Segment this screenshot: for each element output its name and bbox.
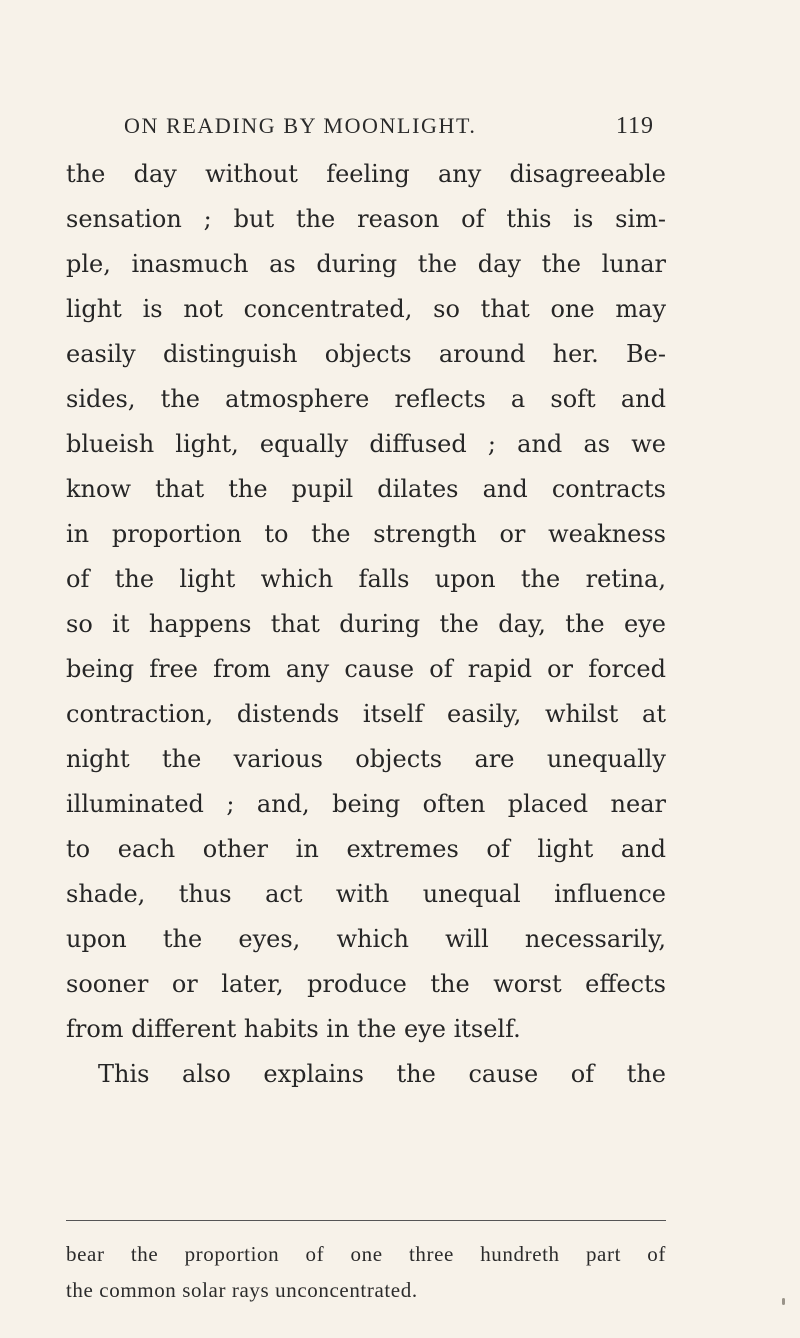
footnote-line: bear the proportion of one three hundreth part of <box>66 1242 666 1266</box>
text-line: light is not concentrated, so that one may <box>66 295 666 323</box>
text-line: contraction, distends itself easily, whilst at <box>66 700 666 728</box>
text-line: so it happens that during the day, the eye <box>66 610 666 638</box>
text-line-paragraph-start: This also explains the cause of the <box>98 1060 666 1088</box>
text-line: blueish light, equally diffused ; and as we <box>66 430 666 458</box>
text-line: the day without feeling any disagreeable <box>66 160 666 188</box>
footnote-line: the common solar rays unconcentrated. <box>66 1278 418 1302</box>
text-line: night the various objects are unequally <box>66 745 666 773</box>
text-line: from different habits in the eye itself. <box>66 1015 521 1043</box>
text-line: know that the pupil dilates and contracts <box>66 475 666 503</box>
text-line: of the light which falls upon the retina, <box>66 565 666 593</box>
text-line: being free from any cause of rapid or forced <box>66 655 666 683</box>
footnote <box>66 1236 666 1308</box>
paper-speck <box>782 1298 785 1305</box>
running-head-title: ON READING BY MOONLIGHT. <box>124 113 477 138</box>
text-line: illuminated ; and, being often placed near <box>66 790 666 818</box>
footnote-rule <box>66 1220 666 1221</box>
page-number: 119 <box>615 113 654 139</box>
text-line: sooner or later, produce the worst effects <box>66 970 666 998</box>
text-line: shade, thus act with unequal influence <box>66 880 666 908</box>
text-line: sensation ; but the reason of this is sim- <box>66 205 666 233</box>
text-line: in proportion to the strength or weakness <box>66 520 666 548</box>
text-line: ple, inasmuch as during the day the lunar <box>66 250 666 278</box>
text-line: easily distinguish objects around her. Be- <box>66 340 666 368</box>
text-line: upon the eyes, which will necessarily, <box>66 925 666 953</box>
text-line: sides, the atmosphere reflects a soft and <box>66 385 666 413</box>
body-text <box>66 152 666 1097</box>
running-head <box>124 113 654 149</box>
text-line: to each other in extremes of light and <box>66 835 666 863</box>
